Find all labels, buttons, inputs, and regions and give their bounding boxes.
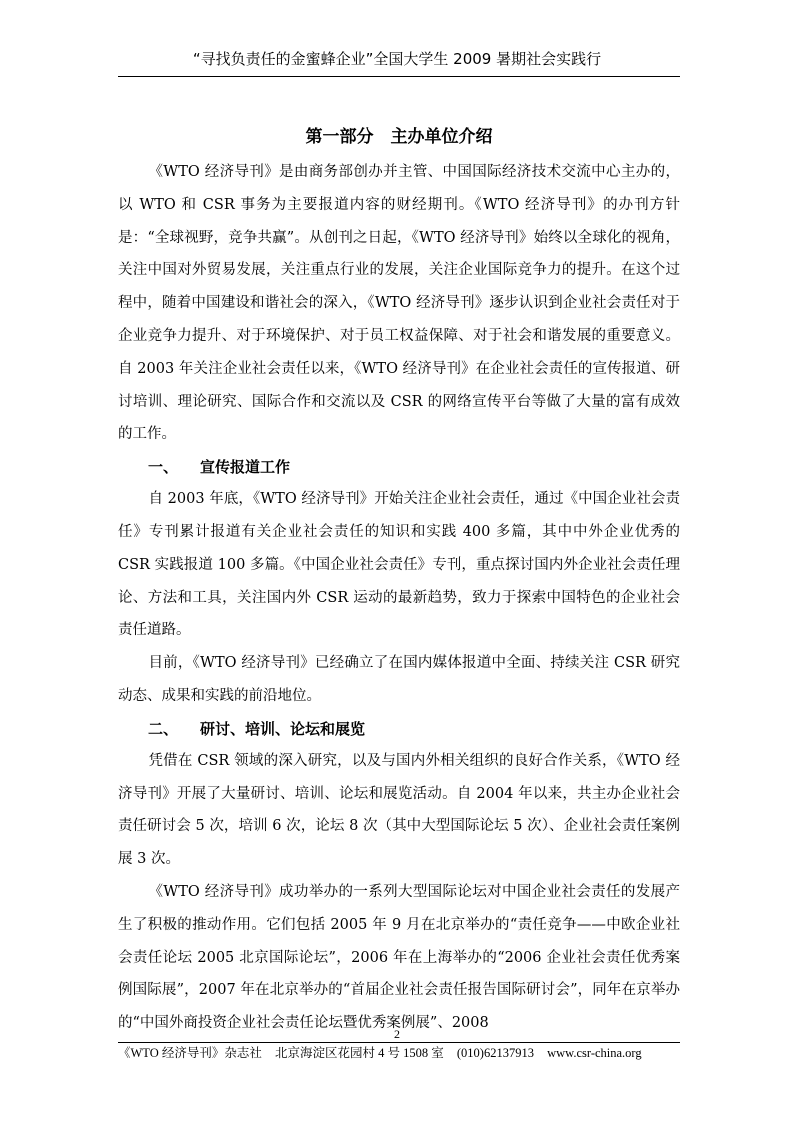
subsection-title: 宣传报道工作 [200, 458, 291, 477]
footer-rule [118, 1042, 680, 1043]
footer-website: www.csr-china.org [547, 1046, 642, 1060]
page-number: 2 [394, 1027, 400, 1041]
subsection-title: 研讨、培训、论坛和展览 [200, 719, 366, 738]
paragraph: 目前，《WTO 经济导刊》已经确立了在国内媒体报道中全面、持续关注 CSR 研究动态、成果和实践的前沿地位。 [118, 655, 680, 704]
paragraph: 凭借在 CSR 领域的深入研究，以及与国内外相关组织的良好合作关系，《WTO 经济导刊》开展了大量研讨、培训、论坛和展览活动。自 2004 年以来，共主办企业社会责任研讨会 5 次，培训 6 次，论坛 8 次（其中大型国际论坛 5 次）、企业社会责任案例展 3 次。 [118, 752, 680, 868]
subsection-number: 一、 [148, 458, 179, 477]
paragraph: 《WTO 经济导刊》成功举办的一系列大型国际论坛对中国企业社会责任的发展产生了积极的推动作用。它们包括 2005 年 9 月在北京举办的“责任竞争——中欧企业社会责任论坛 2005 北京国际论坛”，2006 年在上海举办的“2006 企业社会责任优秀案例国际展”，2007 年在北京举办的“首届企业社会责任报告国际研讨会”，同年在京举办的“中国外商投资企业社会责任论坛暨优秀案例展”、2008 [118, 883, 680, 1032]
subsection-heading-2 [118, 713, 680, 745]
page-footer [118, 1044, 680, 1062]
header-rule [118, 76, 680, 77]
subsection-heading-1 [118, 451, 680, 483]
page-header: “寻找负责任的金蜜蜂企业”全国大学生 2009 暑期社会实践行 [192, 50, 602, 68]
footer-address: 北京海淀区花园村 4 号 1508 室 [275, 1046, 444, 1060]
subsection-number: 二、 [148, 719, 179, 738]
footer-publisher: 《WTO 经济导刊》杂志社 [118, 1046, 262, 1060]
page-content [118, 122, 680, 1040]
paragraph: 自 2003 年底，《WTO 经济导刊》开始关注企业社会责任，通过《中国企业社会责任》专刊累计报道有关企业社会责任的知识和实践 400 多篇，其中中外企业优秀的 CSR 实践报道 100 多篇。《中国企业社会责任》专刊，重点探讨国内外企业社会责任理论、方法和工具，关注国内外 CSR 运动的最新趋势，致力于探索中国特色的企业社会责任道路。 [118, 491, 680, 639]
section-title: 第一部分 主办单位介绍 [305, 127, 493, 147]
footer-phone: (010)62137913 [456, 1046, 534, 1060]
intro-paragraph: 《WTO 经济导刊》是由商务部创办并主管、中国国际经济技术交流中心主办的，以 WTO 和 CSR 事务为主要报道内容的财经期刊。《WTO 经济导刊》的办刊方针是：“全球视野，竞争共赢”。从创刊之日起，《WTO 经济导刊》始终以全球化的视角，关注中国对外贸易发展，关注重点行业的发展，关注企业国际竞争力的提升。在这个过程中，随着中国建设和谐社会的深入，《WTO 经济导刊》逐步认识到企业社会责任对于企业竞争力提升、对于环境保护、对于员工权益保障、对于社会和谐发展的重要意义。自 2003 年关注企业社会责任以来，《WTO 经济导刊》在企业社会责任的宣传报道、研讨培训、理论研究、国际合作和交流以及 CSR 的网络宣传平台等做了大量的富有成效的工作。 [118, 164, 680, 443]
